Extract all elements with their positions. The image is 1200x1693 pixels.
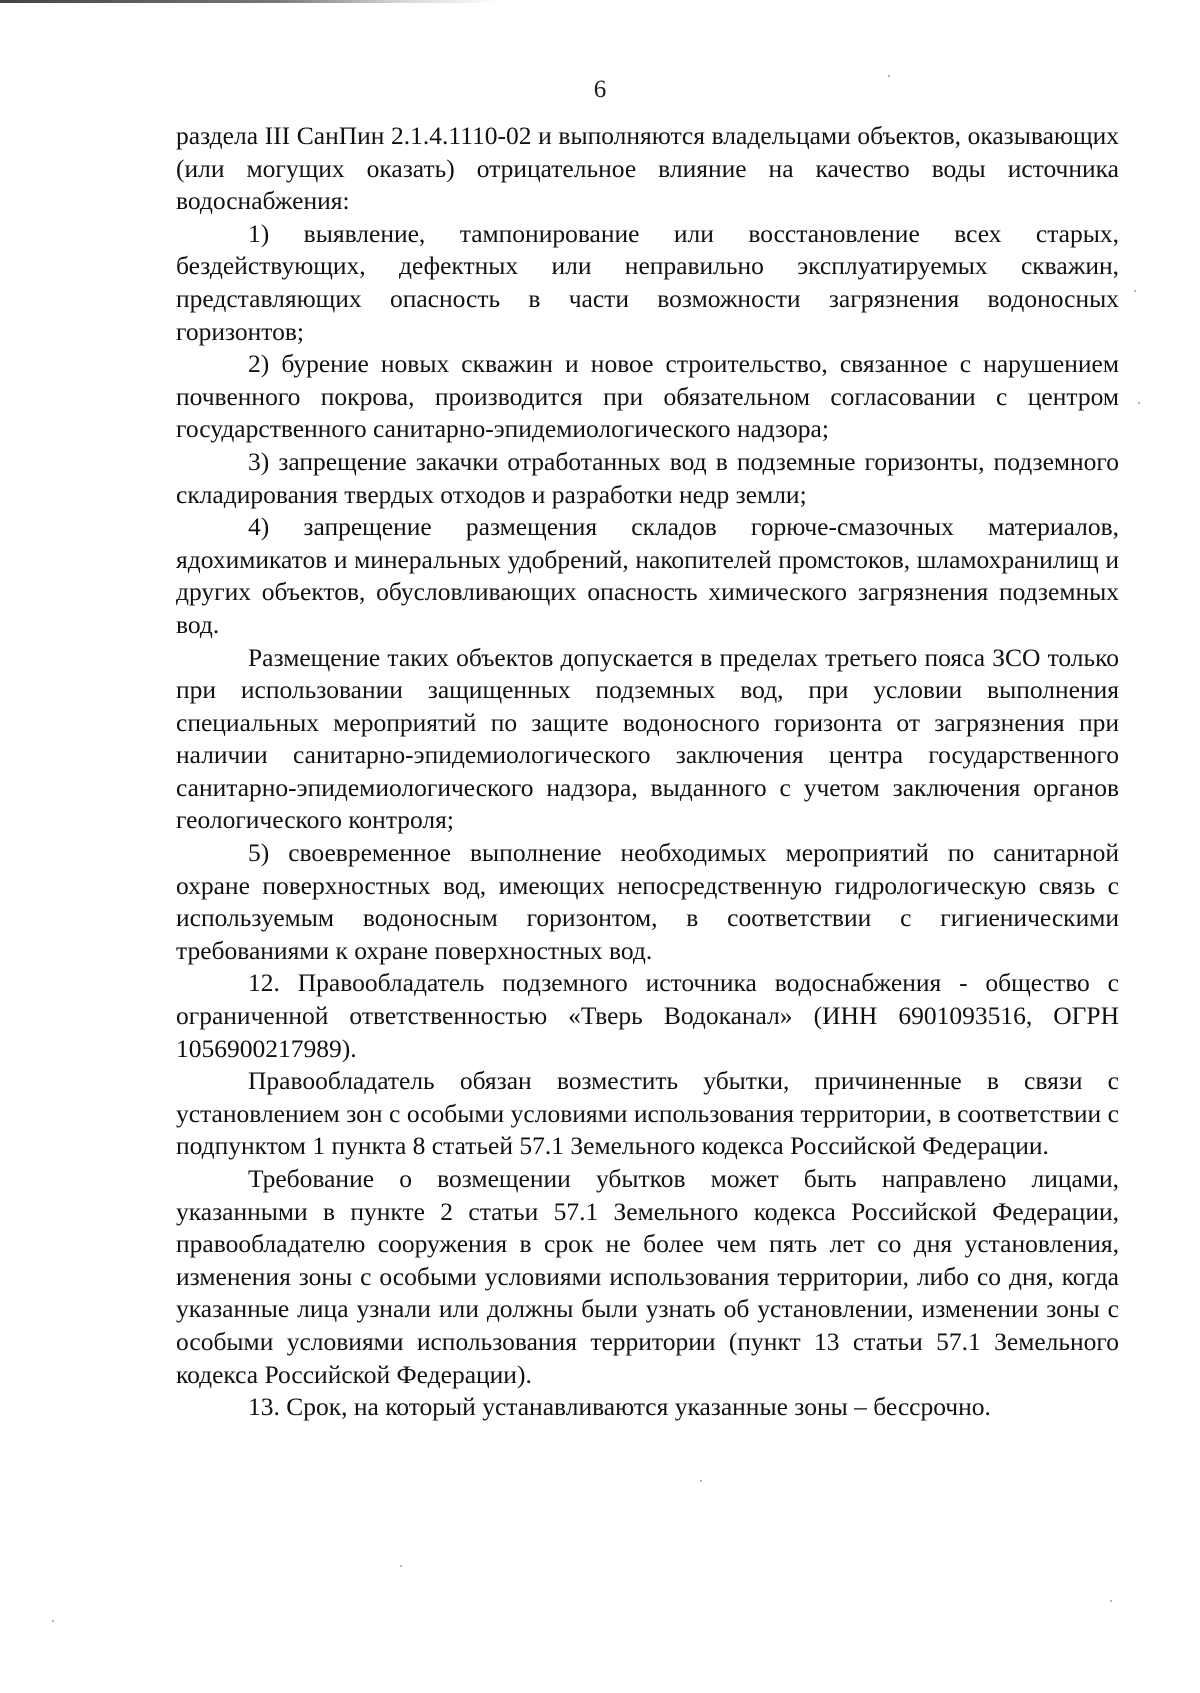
- paragraph-item-3: 3) запрещение закачки отработанных вод в подземные горизонты, подземного складирования твердых отходов и разработки недр земли;: [176, 446, 1119, 509]
- document-body: [176, 120, 1119, 1424]
- scan-speck: [400, 1565, 402, 1567]
- paragraph-item-2: 2) бурение новых скважин и новое строительство, связанное с нарушением почвенного покрова, производится при обязательном согласовании с центром государственного санитарно-эпидемиологического надзора;: [176, 349, 1119, 444]
- page-number: 6: [593, 76, 607, 103]
- paragraph-compensation-claim: Требование о возмещении убытков может быть направлено лицами, указанными в пункте 2 статьи 57.1 Земельного кодекса Российской Федерации, правообладателю сооружения в срок не более чем пять лет со дня установления, изменения зоны с особыми условиями использования территории, либо со дня, когда указанные лица узнали или должны были узнать об установлении, изменении зоны с особыми условиями использования территории (пункт 13 статьи 57.1 Земельного кодекса Российской Федерации).: [176, 1164, 1119, 1389]
- paragraph-item-5: 5) своевременное выполнение необходимых мероприятий по санитарной охране поверхностных вод, имеющих непосредственную гидрологическую связь с используемым водоносным горизонтом, в соответствии с гигиеническими требованиями к охране поверхностных вод.: [176, 838, 1119, 965]
- paragraph-item-4: 4) запрещение размещения складов горюче-смазочных материалов, ядохимикатов и минеральных удобрений, накопителей промстоков, шламохранилищ и других объектов, обусловливающих опасность химического загрязнения подземных вод.: [176, 512, 1119, 639]
- paragraph-section-13: 13. Срок, на который устанавливаются указанные зоны – бессрочно.: [248, 1392, 991, 1422]
- paragraph-item-1: 1) выявление, тампонирование или восстановление всех старых, бездействующих, дефектных или неправильно эксплуатируемых скважин, представляющих опасность в части возможности загрязнения водоносных горизонтов;: [176, 218, 1119, 346]
- paragraph-intro: раздела III СанПин 2.1.4.1110-02 и выполняются владельцами объектов, оказывающих (или могущих оказать) отрицательное влияние на качество воды источника водоснабжения:: [176, 121, 1119, 216]
- paragraph-placement-conditions: Размещение таких объектов допускается в пределах третьего пояса ЗСО только при использовании защищенных подземных вод, при условии выполнения специальных мероприятий по защите водоносного горизонта от загрязнения при наличии санитарно-эпидемиологического заключения центра государственного санитарно-эпидемиологического надзора, выданного с учетом заключения органов геологического контроля;: [176, 642, 1119, 835]
- scan-speck: [888, 75, 890, 77]
- scan-speck: [52, 1620, 54, 1622]
- scan-speck: [1134, 290, 1136, 292]
- scan-speck: [700, 1480, 702, 1482]
- scan-speck: [1110, 1600, 1112, 1602]
- scan-edge-line: [0, 0, 500, 3]
- paragraph-compensation-duty: Правообладатель обязан возместить убытки, причиненные в связи с установлением зон с особыми условиями использования территории, в соответствии с подпунктом 1 пункта 8 статьей 57.1 Земельного кодекса Российской Федерации.: [176, 1066, 1119, 1161]
- paragraph-section-12: 12. Правообладатель подземного источника водоснабжения - общество с ограниченной ответственностью «Тверь Водоканал» (ИНН 6901093516, ОГРН 1056900217989).: [176, 968, 1119, 1063]
- scan-speck: [1138, 402, 1140, 404]
